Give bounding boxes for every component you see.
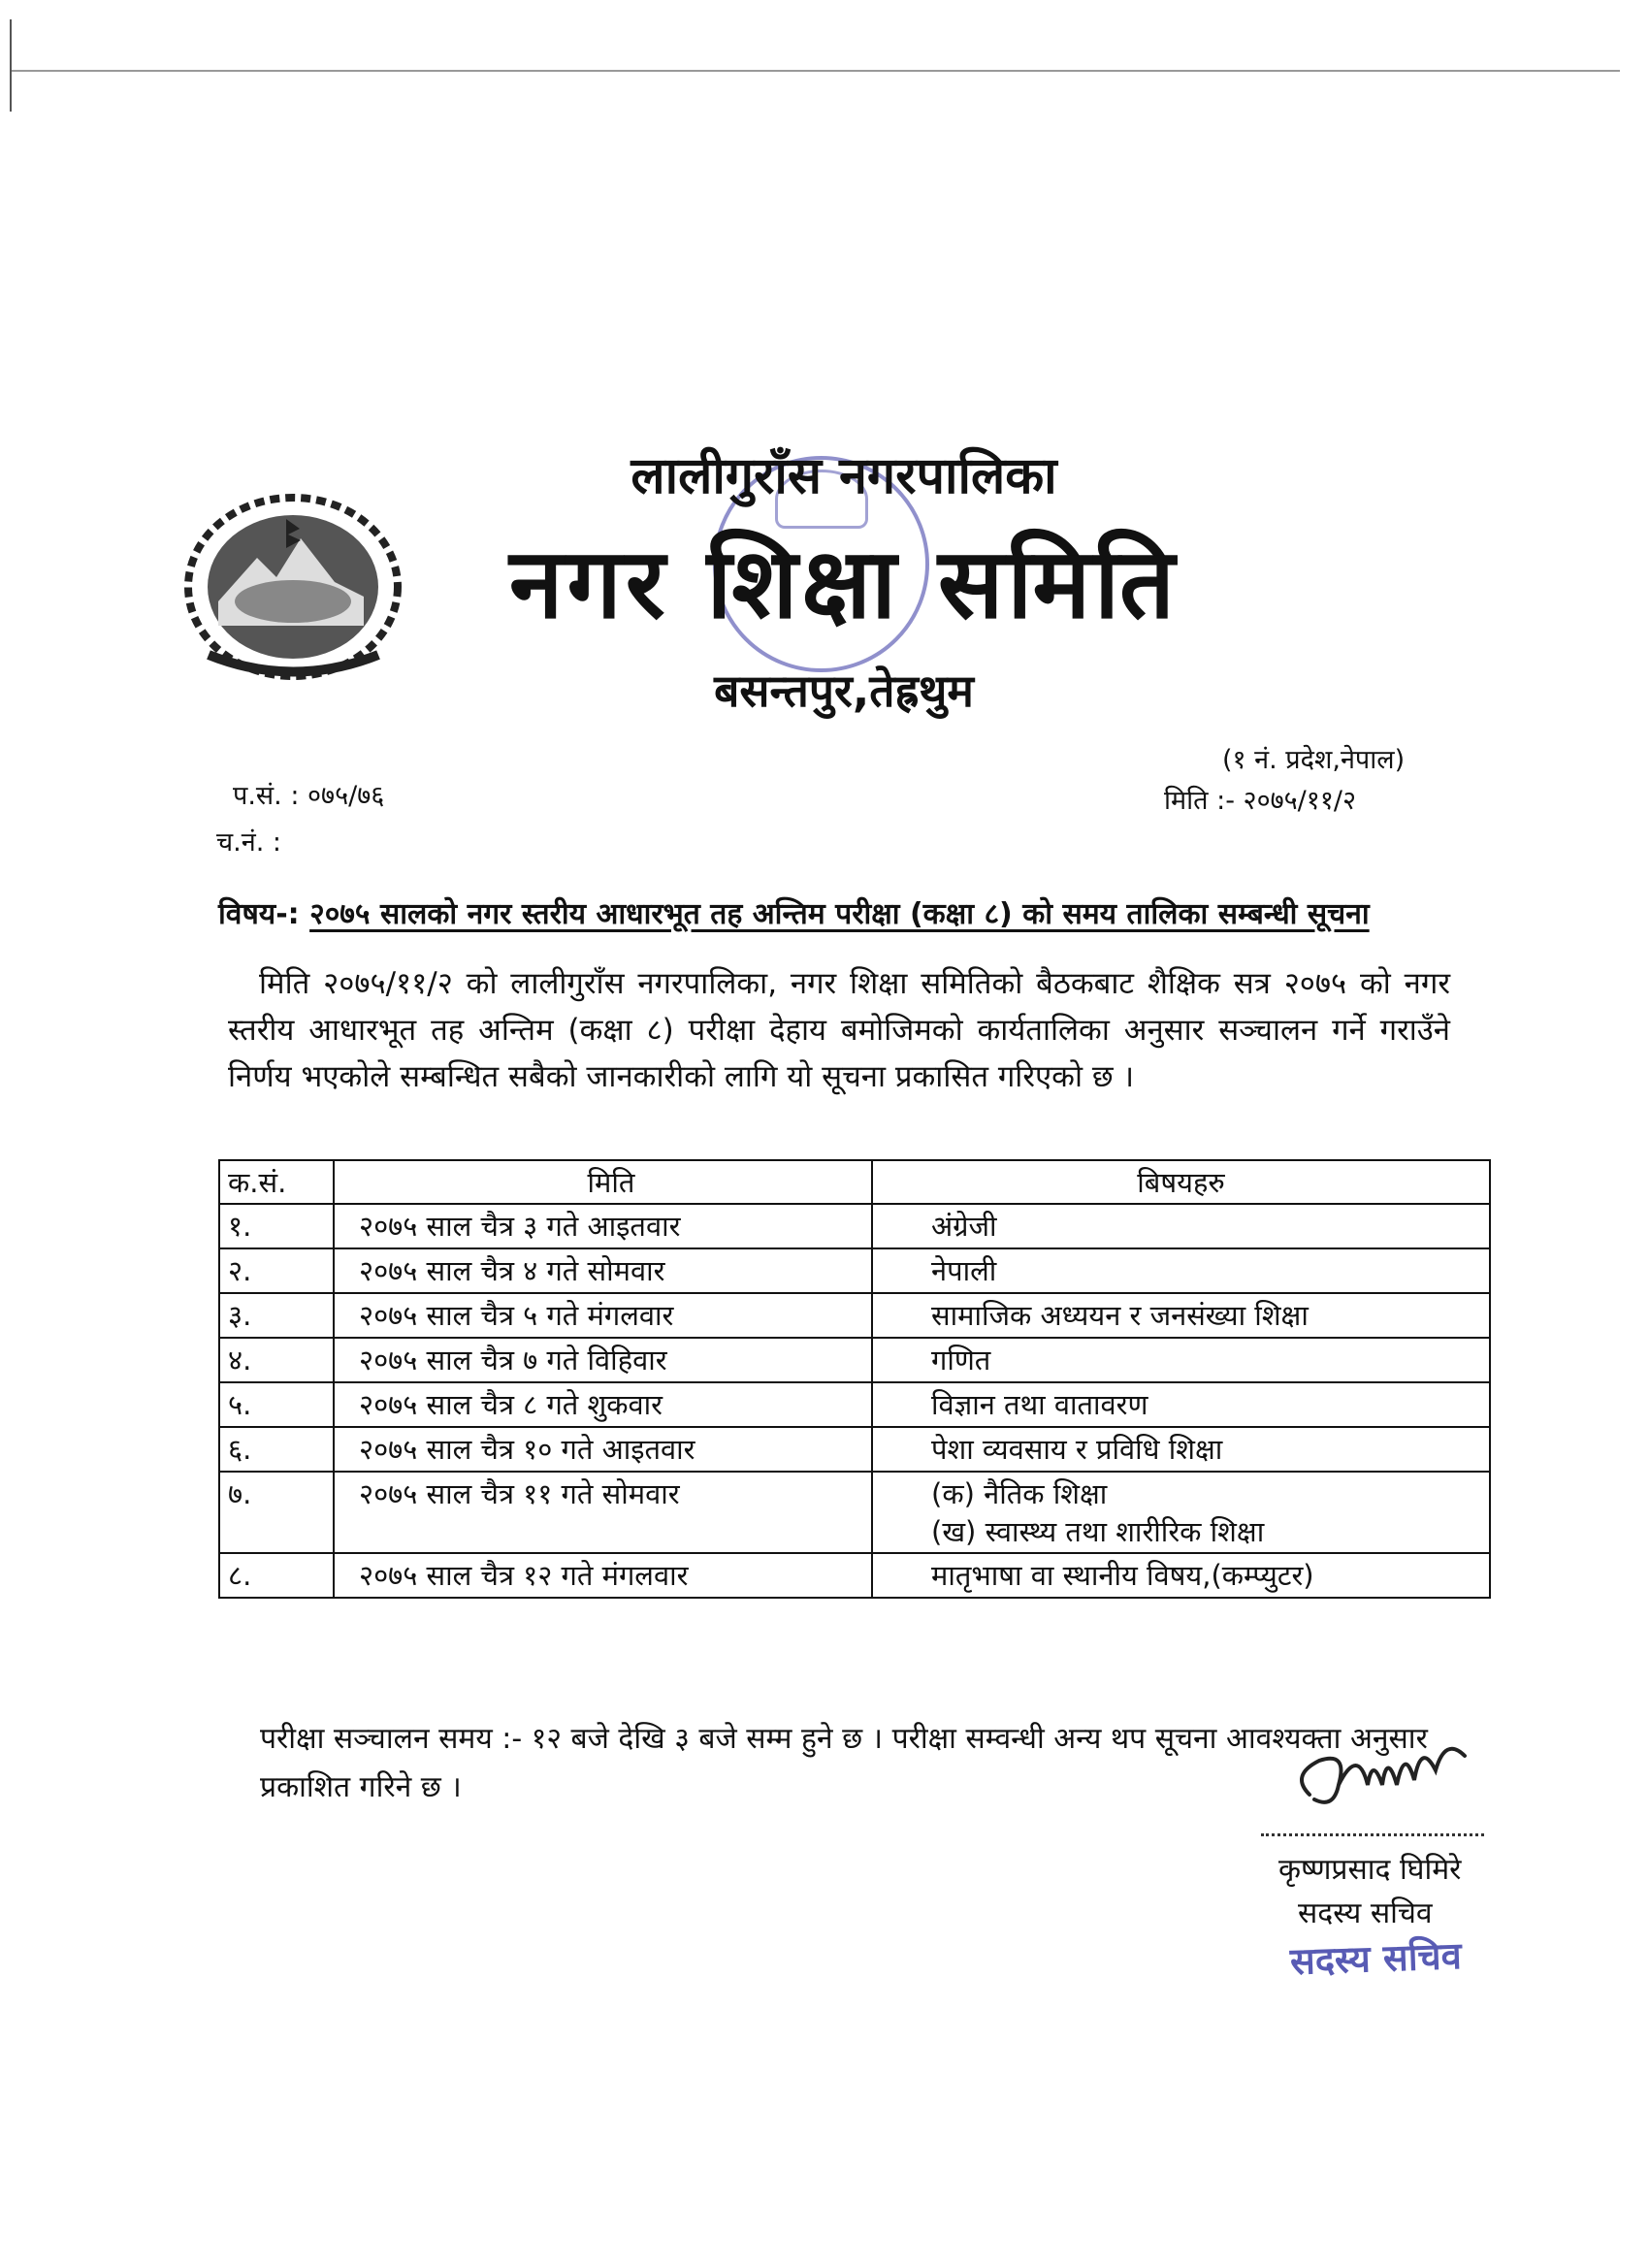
table-row: [219, 1382, 1490, 1427]
row-subject: पेशा व्यवसाय र प्रविधि शिक्षा: [872, 1427, 1490, 1472]
address: बसन्तपुर,तेह्रथुम: [714, 664, 974, 717]
row-subject: [872, 1472, 1490, 1553]
handwritten-signature: [1280, 1717, 1494, 1833]
row-subject: गणित: [872, 1338, 1490, 1382]
subject-line: [218, 892, 1370, 932]
table-row: [219, 1553, 1490, 1598]
table-row: [219, 1204, 1490, 1248]
province-label: (१ नं. प्रदेश,नेपाल): [1222, 745, 1406, 775]
reference-number: प.सं. : ०७५/७६: [233, 781, 385, 811]
row-serial: ७.: [219, 1472, 334, 1553]
table-row: [219, 1338, 1490, 1382]
row-serial: ८.: [219, 1553, 334, 1598]
row-serial: १.: [219, 1204, 334, 1248]
row-subject: विज्ञान तथा वातावरण: [872, 1382, 1490, 1427]
signatory-name: कृष्णप्रसाद घिमिरे: [1278, 1853, 1462, 1887]
header-subjects: बिषयहरु: [872, 1160, 1490, 1204]
table-row: [219, 1427, 1490, 1472]
scan-edge-line: [10, 70, 1620, 72]
row-subject: मातृभाषा वा स्थानीय विषय,(कम्प्युटर): [872, 1553, 1490, 1598]
row-date: २०७५ साल चैत्र ३ गते आइतवार: [334, 1204, 872, 1248]
table-row: [219, 1293, 1490, 1338]
row-date: २०७५ साल चैत्र ८ गते शुकवार: [334, 1382, 872, 1427]
subject-label: विषय-:: [218, 897, 300, 931]
subject-text: २०७५ सालको नगर स्तरीय आधारभूत तह अन्तिम परीक्षा (कक्षा ८) को समय तालिका सम्बन्धी सूचना: [309, 897, 1370, 931]
table-row: [219, 1472, 1490, 1553]
header-date: मिति: [334, 1160, 872, 1204]
dispatch-number: च.नं. :: [216, 827, 281, 858]
row-serial: ३.: [219, 1293, 334, 1338]
row-serial: ५.: [219, 1382, 334, 1427]
row-subject-part-b: (ख) स्वास्थ्य तथा शारीरिक शिक्षा: [931, 1515, 1265, 1548]
row-subject: सामाजिक अध्ययन र जनसंख्या शिक्षा: [872, 1293, 1490, 1338]
notice-body: मिति २०७५/११/२ को लालीगुराँस नगरपालिका, नगर शिक्षा समितिको बैठकबाट शैक्षिक सत्र २०७५ को नगर स्तरीय आधारभूत तह अन्तिम (कक्षा ८) परीक्षा देहाय बमोजिमको कार्यतालिका अनुसार सञ्चालन गर्ने गराउँने निर्णय भएकोले सम्बन्धित सबैको जानकारीको लागि यो सूचना प्रकासित गरिएको छ ।: [228, 966, 1450, 1094]
row-serial: ४.: [219, 1338, 334, 1382]
scan-edge-line-left: [10, 19, 12, 112]
row-date: २०७५ साल चैत्र १२ गते मंगलवार: [334, 1553, 872, 1598]
row-subject-part-a: (क) नैतिक शिक्षा: [931, 1477, 1108, 1510]
row-date: २०७५ साल चैत्र ७ गते विहिवार: [334, 1338, 872, 1382]
row-date: २०७५ साल चैत्र ५ गते मंगलवार: [334, 1293, 872, 1338]
signatory-title: सदस्य सचिव: [1298, 1896, 1433, 1930]
exam-schedule-table: [218, 1159, 1491, 1599]
committee-name: नगर शिक्षा समिति: [508, 527, 1180, 640]
header-serial: क.सं.: [219, 1160, 334, 1204]
row-subject: अंग्रेजी: [872, 1204, 1490, 1248]
row-serial: २.: [219, 1248, 334, 1293]
table-row: [219, 1248, 1490, 1293]
exam-time-note: परीक्षा सञ्चालन समय :- १२ बजे देखि ३ बजे सम्म हुने छ । परीक्षा सम्वन्धी अन्य थप सूचना आवश्यक्ता अनुसार प्रकाशित गरिने छ ।: [260, 1722, 1428, 1804]
row-serial: ६.: [219, 1427, 334, 1472]
table-header-row: [219, 1160, 1490, 1204]
municipality-name: लालीगुराँस नगरपालिका: [630, 447, 1057, 505]
row-date: २०७५ साल चैत्र १० गते आइतवार: [334, 1427, 872, 1472]
designation-stamp: सदस्य सचिव: [1289, 1933, 1463, 1984]
row-subject: नेपाली: [872, 1248, 1490, 1293]
document-date: मिति :- २०७५/११/२: [1164, 786, 1356, 816]
signature-line: [1261, 1833, 1484, 1836]
row-date: २०७५ साल चैत्र ११ गते सोमवार: [334, 1472, 872, 1553]
row-date: २०७५ साल चैत्र ४ गते सोमवार: [334, 1248, 872, 1293]
